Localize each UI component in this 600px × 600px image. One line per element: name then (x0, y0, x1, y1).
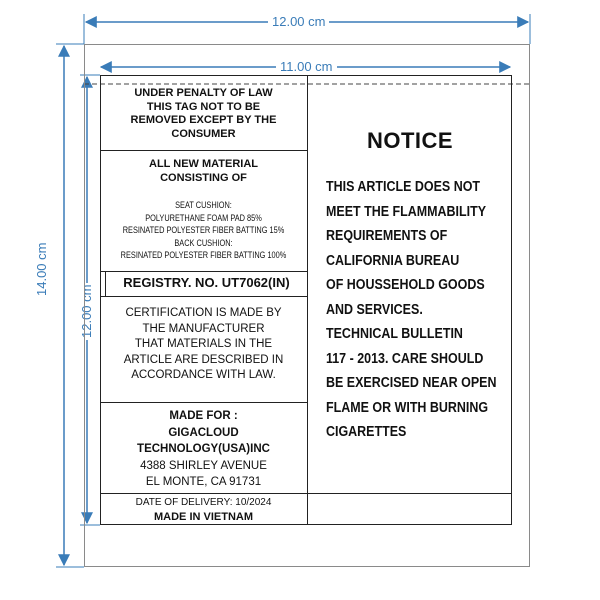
registry-number: REGISTRY. NO. UT7062(IN) (123, 275, 290, 290)
notice-line: 117 - 2013. CARE SHOULD (326, 350, 484, 367)
material-line: BACK CUSHION: (174, 237, 233, 248)
notice-line: FLAME OR WITH BURNING (326, 399, 489, 416)
company-name: TECHNOLOGY(USA)INC (137, 443, 270, 455)
inner-height-label: 12.00 cm (79, 284, 94, 338)
notice-title: NOTICE (366, 128, 454, 153)
divider (100, 402, 307, 403)
notice-line: AND SERVICES. (326, 301, 423, 318)
outer-height-label: 14.00 cm (34, 239, 49, 300)
divider (100, 493, 512, 494)
notice-body (326, 175, 497, 445)
notice-line: CIGARETTES (326, 424, 407, 440)
notice-line: TECHNICAL BULLETIN (326, 326, 463, 342)
address-line: EL MONTE, CA 91731 (145, 476, 262, 488)
material-line: SEAT CUSHION: (175, 200, 232, 210)
divider (100, 271, 307, 272)
delivery-date: DATE OF DELIVERY: 10/2024 (135, 497, 272, 508)
address-line: 4388 SHIRLEY AVENUE (140, 459, 267, 472)
outer-width-label: 12.00 cm (268, 14, 329, 29)
material-line: RESINATED POLYESTER FIBER BATTING 15% (122, 225, 285, 235)
notice-line: BE EXERCISED NEAR OPEN (326, 375, 497, 391)
divider (100, 296, 307, 297)
inner-width-label: 11.00 cm (276, 59, 337, 74)
made-for-block (100, 408, 307, 491)
material-line: RESINATED POLYESTER FIBER BATTING 100% (120, 250, 287, 260)
material-list (100, 199, 307, 262)
notice-line: THIS ARTICLE DOES NOT (326, 179, 481, 195)
made-for-label: MADE FOR : (169, 410, 238, 422)
material-line: POLYURETHANE FOAM PAD 85% (145, 212, 262, 223)
divider (100, 150, 307, 151)
certification-text: CERTIFICATION IS MADE BY THE MANUFACTURER THAT MATERIALS IN THE ARTICLE ARE DESCRIBED IN ACCORDANCE WITH LAW. (123, 307, 284, 381)
notice-line: MEET THE FLAMMABILITY (326, 203, 487, 220)
material-heading: ALL NEW MATERIAL CONSISTING OF (149, 158, 258, 184)
company-name: GIGACLOUD (168, 426, 239, 439)
notice-line: CALIFORNIA BUREAU (326, 252, 460, 269)
notice-line: OF HOUSSEHOLD GOODS (326, 277, 485, 293)
law-warning: UNDER PENALTY OF LAW THIS TAG NOT TO BE REMOVED EXCEPT BY THE CONSUMER (130, 87, 277, 140)
notice-line: REQUIREMENTS OF (326, 228, 448, 244)
country-of-origin: MADE IN VIETNAM (154, 511, 253, 523)
